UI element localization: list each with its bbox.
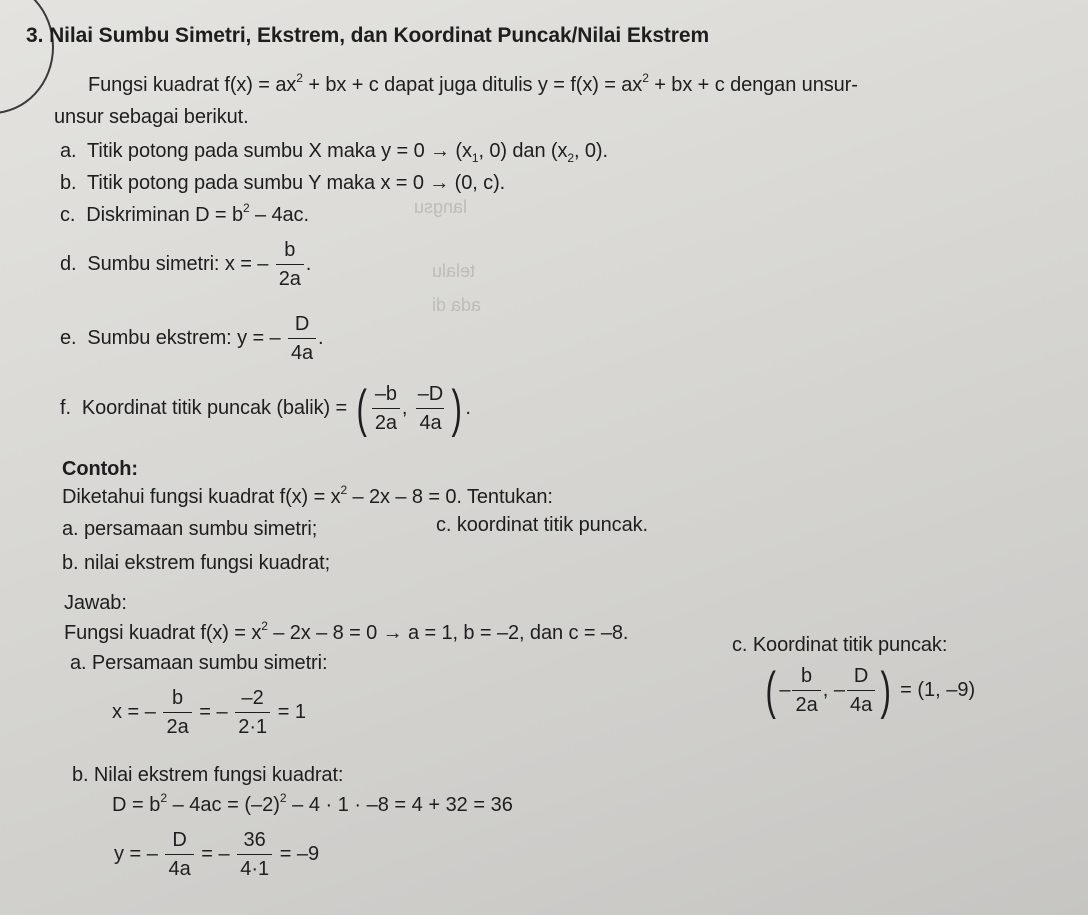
show-through-text-2: telalu [432,261,476,281]
intro-line-1: Fungsi kuadrat $f(x) = ax^2$ + bx + c dapat juga ditulis $y = f(x) = ax^2$ + bx + c dengan unsur- [88,71,858,96]
show-through-text-1: langsu [414,197,468,217]
answer-part-a-equation: x = – $\frac{b}{2a}$ = – $\frac{-2}{2\cdot 1}$ = 1 [112,687,307,738]
answer-part-b-title: b. Nilai ekstrem fungsi kuadrat: [72,764,344,786]
property-f: f. Koordinat titik puncak (balik) = ( $\frac{-b}{2a}$ , $\frac{-D}{4a}$ ) . [60,379,471,438]
example-task-b: b. nilai ekstrem fungsi kuadrat; [62,552,331,574]
answer-heading: Jawab: [64,592,127,614]
section-title: Nilai Sumbu Simetri, Ekstrem, dan Koordinat Puncak/Nilai Ekstrem [49,24,710,47]
property-d: d. Sumbu simetri: x = – $\frac{b}{2a}$ . [60,239,312,290]
example-task-a: a. persamaan sumbu simetri; [62,518,318,540]
answer-part-c-title: c. Koordinat titik puncak: [732,634,948,656]
answer-part-c-equation: ( – $\frac{b}{2a}$ , – $\frac{D}{4a}$ ) = (1, –9) [765,661,976,720]
answer-coefficients: Fungsi kuadrat $f(x) = x^2 - 2x - 8 = 0 \to a = 1$, b = –2, dan c = –8. [64,619,629,644]
section-number: 3. [26,24,44,47]
example-heading: Contoh: [62,458,138,480]
section-heading [26,24,709,48]
intro-expr-1: $f(x) = ax^2$ + bx + c [224,71,379,96]
intro-expr-2: $y = f(x) = ax^2$ + bx + c [537,71,725,96]
show-through-text-3: ada di [432,295,482,315]
example-given: Diketahui fungsi kuadrat $f(x) = x^2 - 2x - 8 = 0$. Tentukan: [62,483,553,508]
property-e: e. Sumbu ekstrem: y = – $\frac{D}{4a}$ . [60,313,324,364]
example-task-c: c. koordinat titik puncak. [436,514,648,536]
answer-part-a-title: a. Persamaan sumbu simetri: [70,652,328,674]
property-b: b. Titik potong pada sumbu Y maka x = 0 → (0, c). [60,172,506,194]
fraction-D-over-4a: $\frac{D}{4a}$ [288,312,316,365]
handwritten-circle-mark [0,0,54,114]
answer-part-b-equation: y = – $\frac{D}{4a}$ = – $\frac{36}{4\cdot 1}$ = –9 [114,829,320,880]
property-a: a. Titik potong pada sumbu X maka $y = 0 \to (x_1$, 0) dan ($x_2$, 0). [60,140,608,165]
answer-discriminant: $D = b^2 - 4ac = (-2)^2 - 4 \cdot 1 \cdot -8 = 4 + 32 = 36$ [112,791,513,816]
intro-line-2: unsur sebagai berikut. [54,106,249,128]
fraction-b-over-2a: $\frac{b}{2a}$ [276,238,304,291]
property-c: c. Diskriminan $D = b^2 - 4ac$. [60,201,309,226]
